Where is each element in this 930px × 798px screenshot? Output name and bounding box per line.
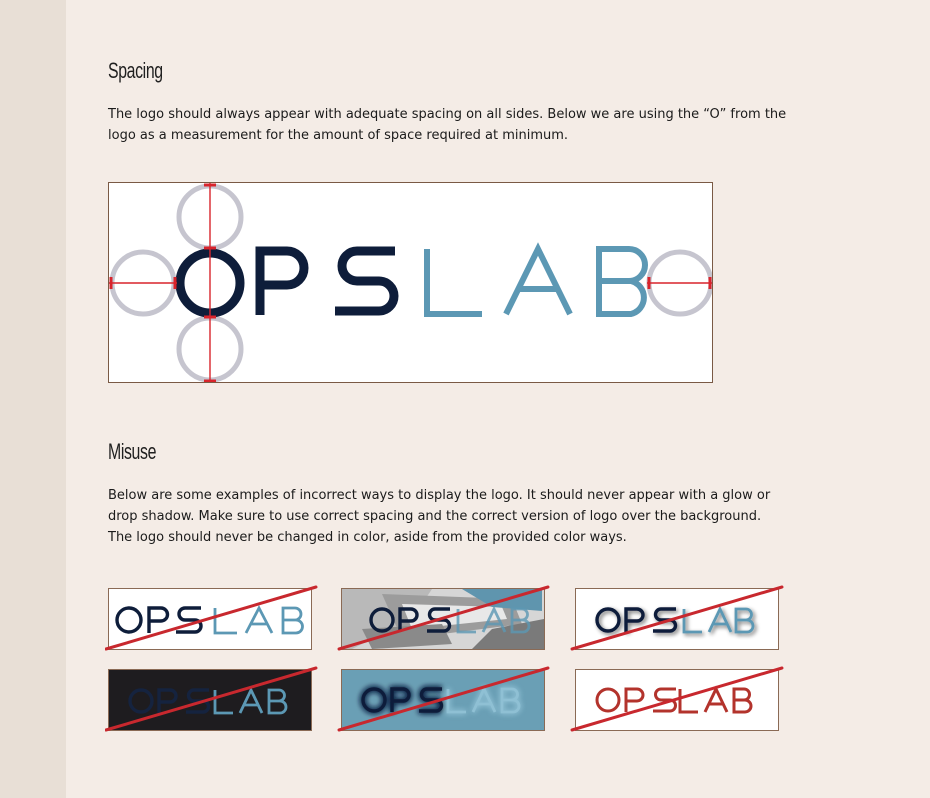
misuse-heading: Misuse bbox=[108, 439, 157, 464]
logo-ops bbox=[180, 251, 395, 315]
misuse-logo-4 bbox=[109, 670, 311, 730]
misuse-logo-2 bbox=[342, 589, 544, 649]
left-sidebar bbox=[0, 0, 66, 798]
misuse-logo-3 bbox=[576, 589, 778, 649]
logo-letter-s bbox=[335, 251, 395, 311]
misuse-description: Below are some examples of incorrect ways to display the logo. It should never appear with a glow or drop shadow. Make sure to use correct spacing and the correct version of logo over the background. The logo should never be changed in color, aside from the provided color ways. bbox=[108, 488, 771, 545]
logo-letter-b bbox=[599, 249, 645, 314]
misuse-logo-1 bbox=[109, 589, 311, 649]
spacing-heading: Spacing bbox=[108, 58, 163, 83]
logo-letter-l bbox=[427, 249, 482, 314]
misuse-example-spacing bbox=[108, 588, 312, 650]
logo-lab bbox=[427, 249, 645, 314]
spacing-diagram-svg bbox=[109, 183, 712, 382]
logo-letter-p bbox=[260, 251, 304, 315]
spacing-description: The logo should always appear with adequate spacing on all sides. Below we are using the “O” from the logo as a measurement for the amount of space required at minimum. bbox=[108, 107, 787, 143]
misuse-example-changed-color bbox=[575, 669, 779, 731]
logo-letter-a bbox=[506, 249, 570, 314]
misuse-logo-5 bbox=[342, 670, 544, 730]
misuse-example-drop-shadow bbox=[575, 588, 779, 650]
misuse-example-photo-background bbox=[341, 588, 545, 650]
misuse-example-dark-background bbox=[108, 669, 312, 731]
logo-spacing-diagram bbox=[108, 182, 713, 383]
misuse-logo-6 bbox=[576, 670, 778, 730]
misuse-example-glow bbox=[341, 669, 545, 731]
